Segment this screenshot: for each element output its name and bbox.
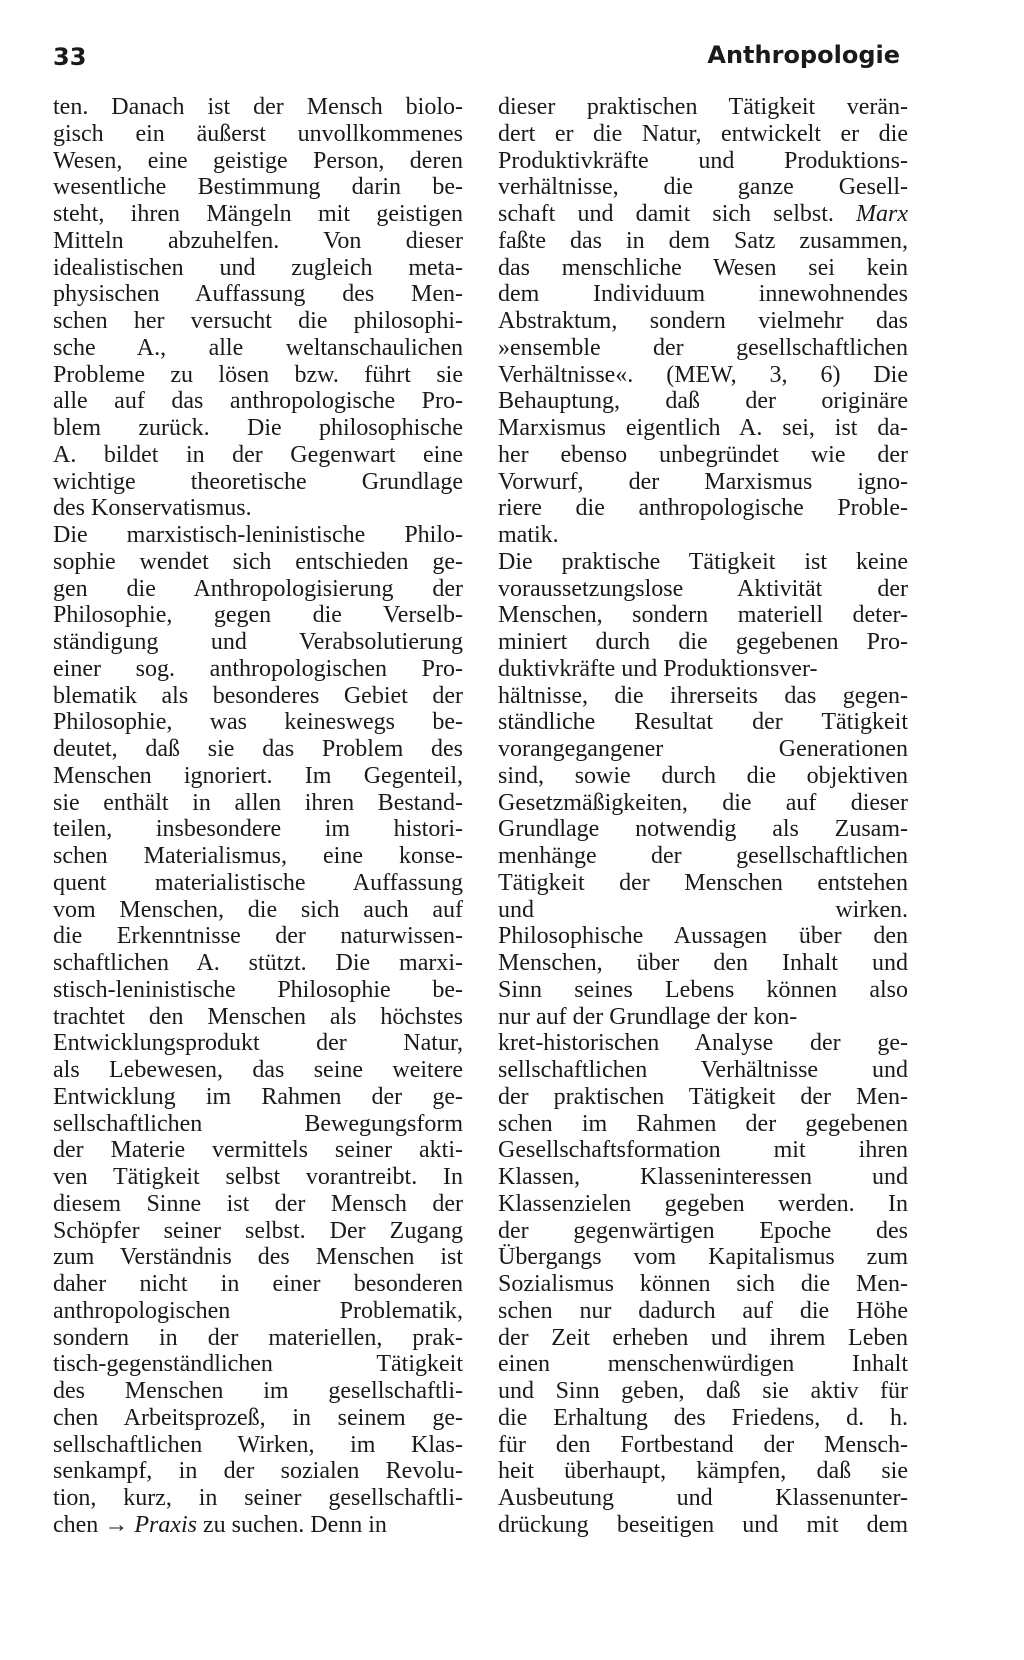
text-fragment: schaft und damit sich selbst. [498, 201, 857, 227]
text-line: voraussetzungslose Aktivität der [498, 575, 908, 602]
text-line: Klassenzielen gegeben werden. In [498, 1190, 908, 1217]
text-line: teilen, insbesondere im histori- [53, 816, 463, 843]
text-line: Marxismus eigentlich A. sei, ist da- [498, 415, 908, 441]
text-line: Gesellschaftsformation mit ihren [498, 1137, 908, 1164]
text-line: deutet, daß sie das Problem des [53, 736, 463, 762]
text-line: riere die anthropologische Proble- [498, 495, 908, 522]
text-line: und Sinn geben, daß sie aktiv für [498, 1378, 908, 1404]
text-line: Die marxistisch-leninistische Philo- [53, 522, 463, 548]
text-line: sellschaftlichen Wirken, im Klas- [53, 1431, 463, 1458]
text-line: stisch-leninistische Philosophie be- [53, 976, 463, 1003]
text-line [53, 1512, 463, 1539]
text-line: einer sog. anthropologischen Pro- [53, 655, 463, 682]
text-line: menhänge der gesellschaftlichen [498, 843, 908, 869]
text-line: dieser praktischen Tätigkeit verän- [498, 94, 908, 120]
text-line: schaftlichen A. stützt. Die marxi- [53, 950, 463, 976]
text-line [498, 201, 908, 228]
text-line: der praktischen Tätigkeit der Men- [498, 1083, 908, 1110]
text-line: Tätigkeit der Menschen entstehen [498, 869, 908, 896]
text-line: sie enthält in allen ihren Bestand- [53, 789, 463, 816]
text-line: ven Tätigkeit selbst vorantreibt. In [53, 1164, 463, 1190]
text-line: sind, sowie durch die objektiven [498, 762, 908, 789]
text-line: nur auf der Grundlage der kon- [498, 1003, 798, 1030]
text-line: vom Menschen, die sich auch auf [53, 896, 463, 923]
text-line: blem zurück. Die philosophische [53, 415, 463, 441]
text-line: Wesen, eine geistige Person, deren [53, 147, 463, 174]
text-line: Abstraktum, sondern vielmehr das [498, 308, 908, 334]
right-text-column [498, 94, 908, 1539]
page-number: 33 [53, 43, 87, 71]
text-line: hältnisse, die ihrerseits das gegen- [498, 682, 908, 709]
text-line: Sozialismus können sich die Men- [498, 1271, 908, 1297]
text-line: des Konservatismus. [53, 495, 252, 522]
text-line: zum Verständnis des Menschen ist [53, 1244, 463, 1271]
text-line: Grundlage notwendig als Zusam- [498, 816, 908, 843]
text-line: wichtige theoretische Grundlage [53, 468, 463, 495]
text-line: alle auf das anthropologische Pro- [53, 388, 463, 415]
text-line: sellschaftlichen Verhältnisse und [498, 1057, 908, 1083]
text-line: das menschliche Wesen sei kein [498, 254, 908, 281]
text-line: Entwicklung im Rahmen der ge- [53, 1083, 463, 1110]
text-line: wesentliche Bestimmung darin be- [53, 174, 463, 201]
text-line: Philosophie, gegen die Verselb- [53, 602, 463, 629]
text-line: kret-historischen Analyse der ge- [498, 1030, 908, 1057]
italic-term: Praxis [134, 1511, 197, 1538]
text-line: Die praktische Tätigkeit ist keine [498, 548, 908, 575]
text-line: Produktivkräfte und Produktions- [498, 147, 908, 174]
text-line: tisch-gegenständlichen Tätigkeit [53, 1351, 463, 1378]
text-line: verhältnisse, die ganze Gesell- [498, 174, 908, 201]
text-line: dert er die Natur, entwickelt er die [498, 120, 908, 147]
text-line: idealistischen und zugleich meta- [53, 254, 463, 281]
text-line: sophie wendet sich entschieden ge- [53, 548, 463, 575]
text-line: Menschen ignoriert. Im Gegenteil, [53, 762, 463, 789]
text-line: A. bildet in der Gegenwart eine [53, 441, 463, 468]
text-line: Klassen, Klasseninteressen und [498, 1164, 908, 1190]
text-line: schen nur dadurch auf die Höhe [498, 1297, 908, 1324]
text-line: Verhältnisse«. (MEW, 3, 6) Die [498, 361, 908, 388]
text-line: als Lebewesen, das seine weitere [53, 1057, 463, 1083]
text-line: physischen Auffassung des Men- [53, 281, 463, 308]
text-line: Übergangs vom Kapitalismus zum [498, 1244, 908, 1271]
text-line: matik. [498, 522, 559, 548]
text-line: steht, ihren Mängeln mit geistigen [53, 201, 463, 227]
text-line: sondern in der materiellen, prak- [53, 1324, 463, 1351]
text-line: miniert durch die gegebenen Pro- [498, 629, 908, 655]
text-line: schen her versucht die philosophi- [53, 308, 463, 334]
text-line: die Erkenntnisse der naturwissen- [53, 923, 463, 950]
left-text-column [53, 94, 463, 1539]
text-line: Entwicklungsprodukt der Natur, [53, 1030, 463, 1057]
text-line: anthropologischen Problematik, [53, 1297, 463, 1324]
text-line: »ensemble der gesellschaftlichen [498, 334, 908, 361]
text-line: Philosophische Aussagen über den [498, 923, 908, 950]
text-line: einen menschenwürdigen Inhalt [498, 1351, 908, 1378]
running-title: Anthropologie [707, 41, 900, 69]
text-line: der Materie vermittels seiner akti- [53, 1137, 463, 1164]
italic-term: Marx [856, 201, 908, 227]
text-line: senkampf, in der sozialen Revolu- [53, 1458, 463, 1485]
text-line: trachtet den Menschen als höchstes [53, 1003, 463, 1030]
text-line: sche A., alle weltanschaulichen [53, 334, 463, 361]
text-line: ständliche Resultat der Tätigkeit [498, 709, 908, 736]
text-line: Behauptung, daß der originäre [498, 388, 908, 415]
text-line: gisch ein äußerst unvollkommenes [53, 120, 463, 147]
text-line: heit überhaupt, kämpfen, daß sie [498, 1458, 908, 1485]
text-line: duktivkräfte und Produktionsver- [498, 655, 818, 682]
text-line: Philosophie, was keineswegs be- [53, 709, 463, 736]
text-line: Menschen, über den Inhalt und [498, 950, 908, 976]
text-line: ständigung und Verabsolutierung [53, 629, 463, 655]
text-line: Mitteln abzuhelfen. Von dieser [53, 227, 463, 254]
text-line: quent materialistische Auffassung [53, 869, 463, 896]
text-line: diesem Sinne ist der Mensch der [53, 1190, 463, 1217]
text-line: Menschen, sondern materiell deter- [498, 602, 908, 629]
text-fragment: zu suchen. Denn in [196, 1511, 387, 1538]
text-fragment: chen → [53, 1511, 135, 1538]
text-line: Ausbeutung und Klassenunter- [498, 1485, 908, 1511]
text-line: der gegenwärtigen Epoche des [498, 1217, 908, 1244]
text-line: dem Individuum innewohnendes [498, 281, 908, 308]
text-line: chen Arbeitsprozeß, in seinem ge- [53, 1404, 463, 1431]
text-line: vorangegangener Generationen [498, 736, 908, 762]
text-line: des Menschen im gesellschaftli- [53, 1378, 463, 1404]
text-line: her ebenso unbegründet wie der [498, 441, 908, 468]
text-line: für den Fortbestand der Mensch- [498, 1431, 908, 1458]
text-line: Probleme zu lösen bzw. führt sie [53, 361, 463, 388]
text-line: blematik als besonderes Gebiet der [53, 682, 463, 709]
text-line: Gesetzmäßigkeiten, die auf dieser [498, 789, 908, 816]
text-line: und wirken. [498, 896, 908, 923]
text-line: faßte das in dem Satz zusammen, [498, 227, 908, 254]
text-line: daher nicht in einer besonderen [53, 1271, 463, 1297]
text-line: tion, kurz, in seiner gesellschaftli- [53, 1485, 463, 1511]
text-line: gen die Anthropologisierung der [53, 575, 463, 602]
text-line: schen im Rahmen der gegebenen [498, 1110, 908, 1137]
text-line: Schöpfer seiner selbst. Der Zugang [53, 1217, 463, 1244]
text-line: schen Materialismus, eine konse- [53, 843, 463, 869]
text-line: Vorwurf, der Marxismus igno- [498, 468, 908, 495]
text-line: sellschaftlichen Bewegungsform [53, 1110, 463, 1137]
text-line: drückung beseitigen und mit dem [498, 1511, 908, 1538]
text-line: die Erhaltung des Friedens, d. h. [498, 1404, 908, 1431]
text-line: der Zeit erheben und ihrem Leben [498, 1324, 908, 1351]
text-line: Sinn seines Lebens können also [498, 976, 908, 1003]
text-line: ten. Danach ist der Mensch biolo- [53, 94, 463, 120]
